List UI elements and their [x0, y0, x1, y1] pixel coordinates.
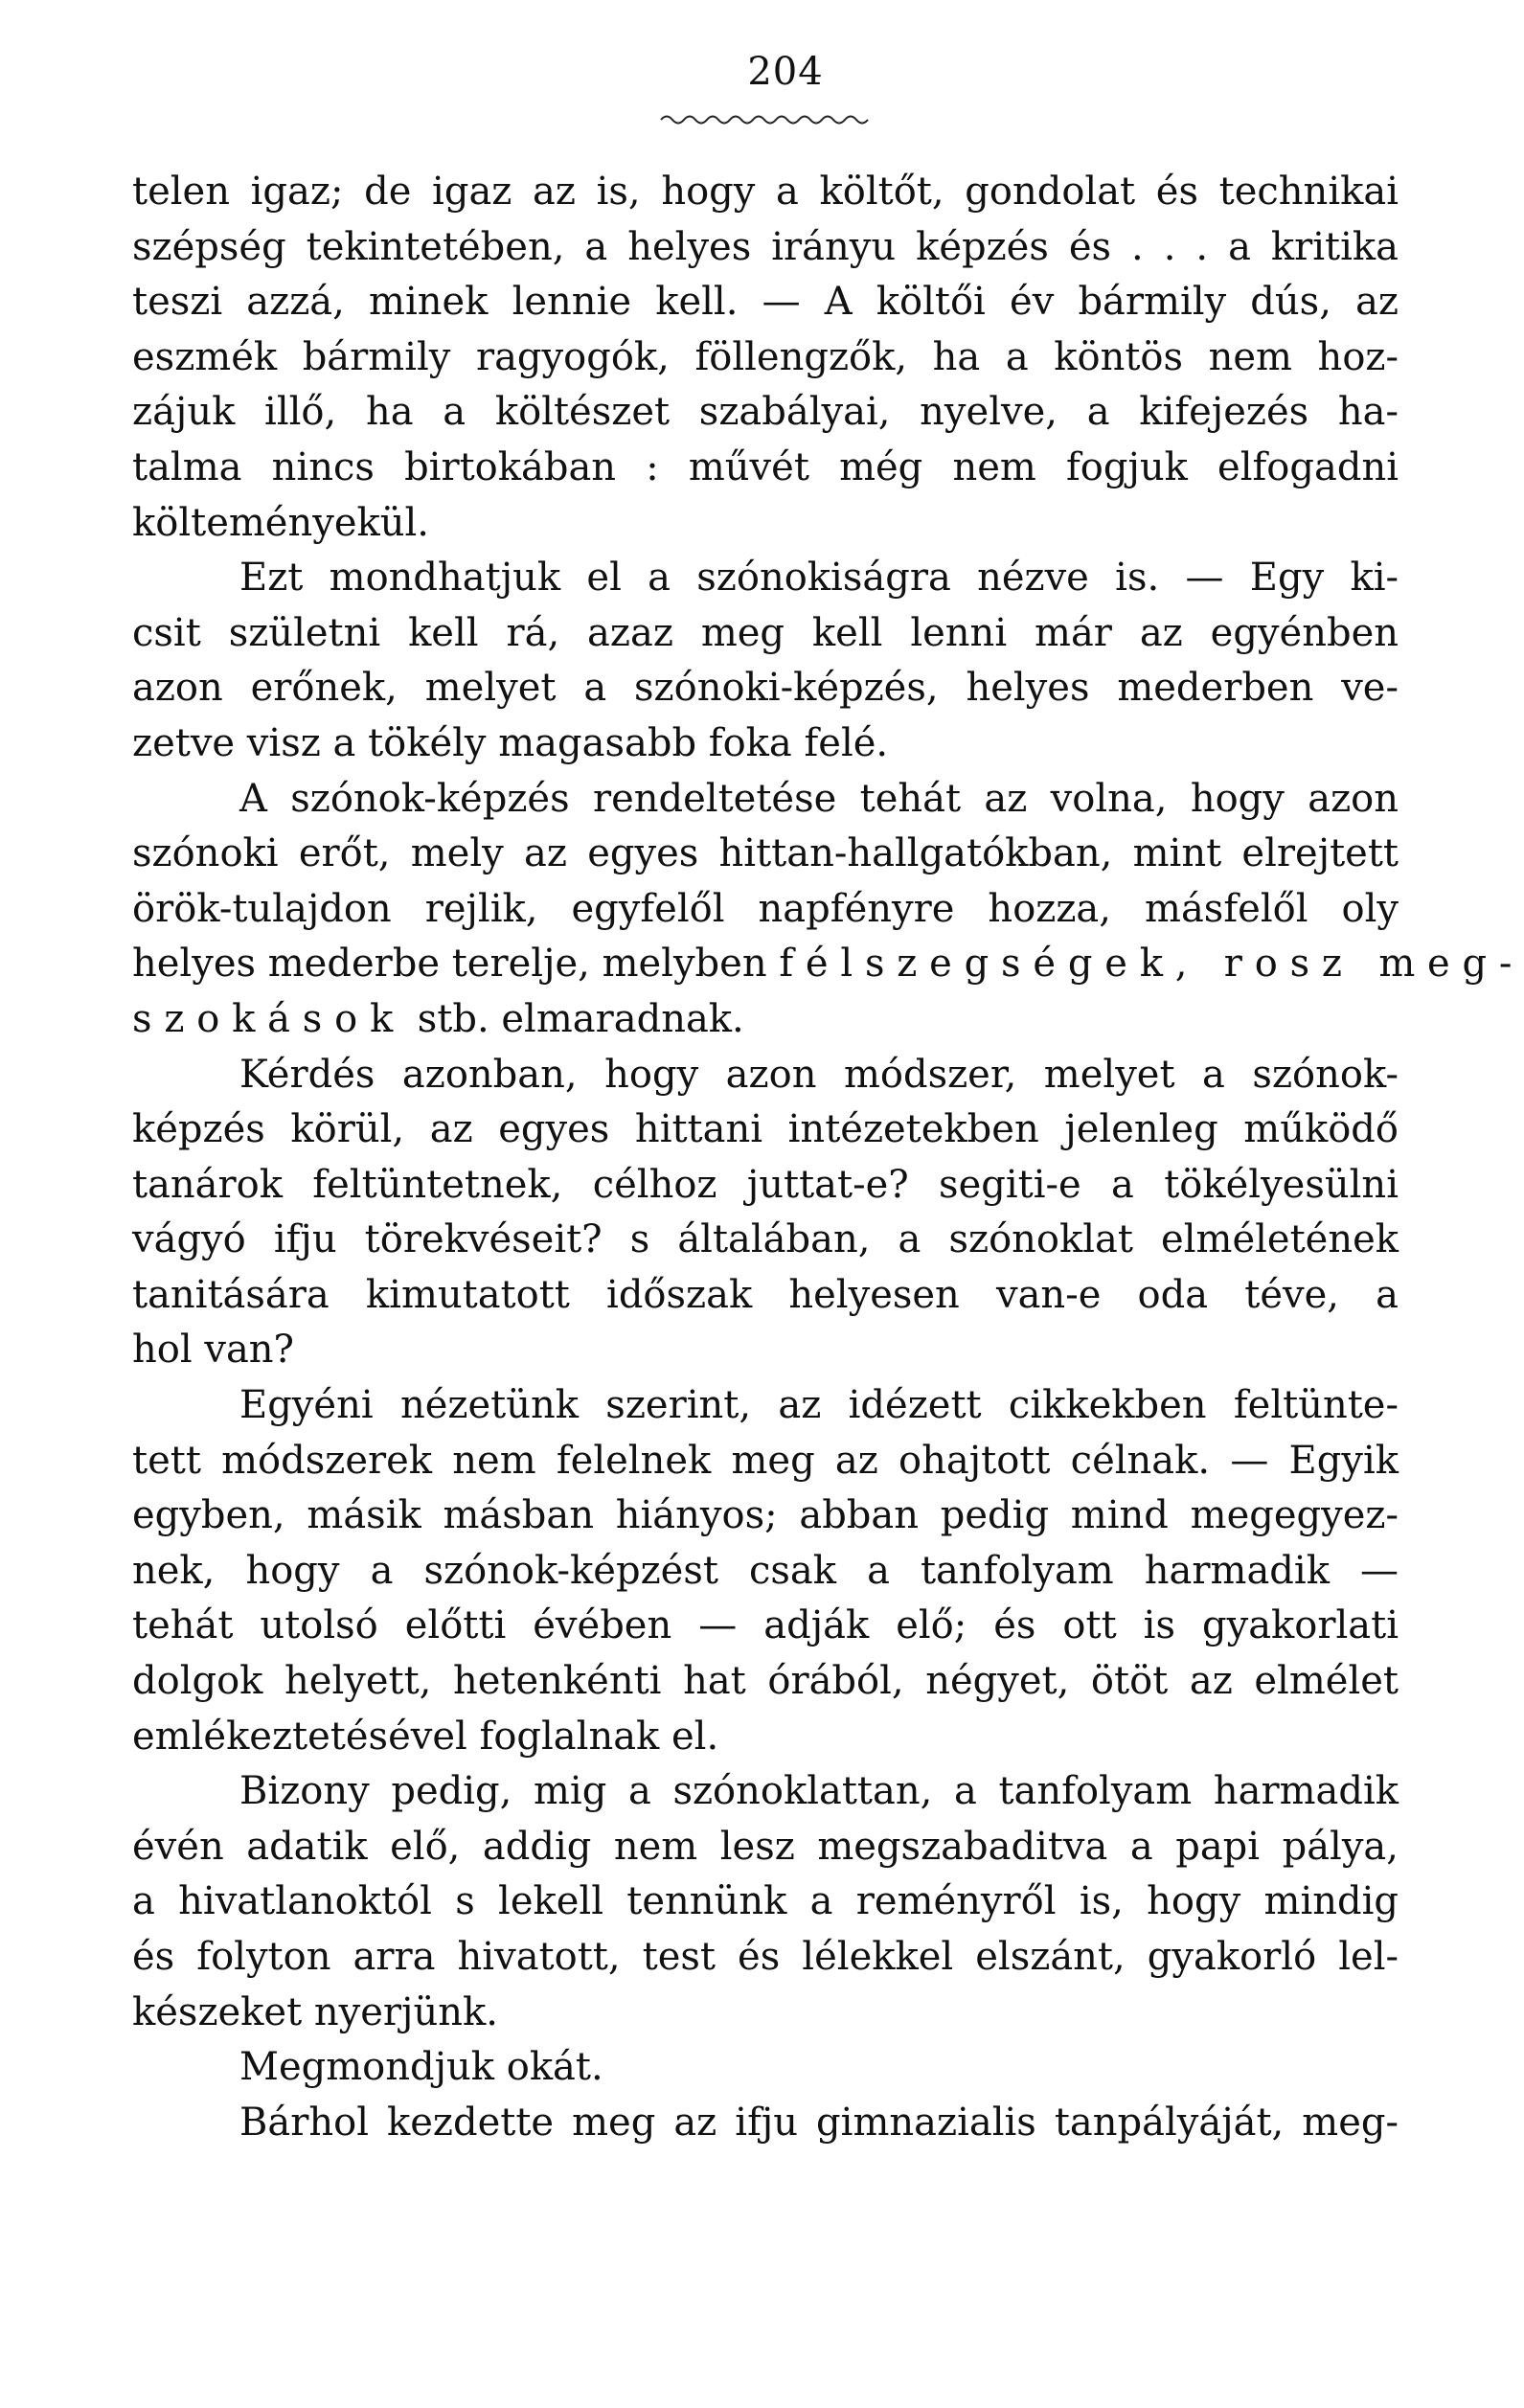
- text-line: hol van?: [132, 1328, 295, 1373]
- text-line: emlékeztetésével foglalnak el.: [132, 1714, 719, 1759]
- text-line: tanárok feltüntetnek, célhoz juttat-e? segiti-e a tökélyesülni: [132, 1162, 1399, 1207]
- text-line: tehát utolsó előtti évében — adják elő; és ott is gyakorlati: [132, 1603, 1399, 1648]
- text-line: tett módszerek nem felelnek meg az ohajtott célnak. — Egyik: [132, 1438, 1399, 1483]
- text-line: telen igaz; de igaz az is, hogy a költőt, gondolat és technikai: [132, 170, 1399, 214]
- text-line: egyben, másik másban hiányos; abban pedig mind megegyez-: [132, 1493, 1399, 1538]
- paragraph-start-line: Egyéni nézetünk szerint, az idézett cikkekben feltünte-: [239, 1383, 1399, 1428]
- paragraph-start-line: Kérdés azonban, hogy azon módszer, melyet a szónok-: [239, 1052, 1399, 1097]
- text-line: és folyton arra hivatott, test és lélekkel elszánt, gyakorló lel-: [132, 1935, 1399, 1979]
- text-line: tanitására kimutatott időszak helyesen van-e oda téve, a: [132, 1272, 1399, 1317]
- page-number-ornament: [661, 113, 872, 126]
- text-line: eszmék bármily ragyogók, föllengzők, ha a köntös nem hoz-: [132, 334, 1399, 379]
- paragraph-start-line: Ezt mondhatjuk el a szónokiságra nézve is. — Egy ki-: [239, 556, 1399, 601]
- text-line: zetve visz a tökély magasabb foka felé.: [132, 720, 889, 765]
- spaced-emphasis: félszegségek, rosz meg-: [779, 942, 1524, 987]
- page-number: 204: [747, 50, 824, 94]
- paragraph-start-line: A szónok-képzés rendeltetése tehát az volna, hogy azon: [239, 776, 1399, 821]
- text-line: [132, 937, 1524, 992]
- text-line: szépség tekintetében, a helyes irányu képzés és . . . a kritika: [132, 224, 1399, 269]
- text-line: [132, 992, 1399, 1048]
- text-segment: stb. elmaradnak.: [405, 996, 744, 1041]
- text-line: képzés körül, az egyes hittani intézetekben jelenleg működő: [132, 1107, 1399, 1152]
- paragraph-start-line: Bárhol kezdette meg az ifju gimnazialis tanpályáját, meg-: [239, 2100, 1399, 2145]
- text-line: talma nincs birtokában : művét még nem fogjuk elfogadni: [132, 444, 1399, 489]
- spaced-emphasis: szokások: [132, 996, 406, 1041]
- text-line: a hivatlanoktól s lekell tennünk a reményről is, hogy mindig: [132, 1879, 1399, 1924]
- text-line: zájuk illő, ha a költészet szabályai, nyelve, a kifejezés ha-: [132, 390, 1399, 435]
- text-line: nek, hogy a szónok-képzést csak a tanfolyam harmadik —: [132, 1548, 1399, 1593]
- text-line: költeményekül.: [132, 500, 429, 545]
- text-line: teszi azzá, minek lennie kell. — A költői év bármily dús, az: [132, 280, 1399, 325]
- text-line: évén adatik elő, addig nem lesz megszabaditva a papi pálya,: [132, 1824, 1399, 1869]
- text-segment: helyes mederbe terelje, melyben: [132, 942, 780, 987]
- body-text: [132, 165, 1524, 2150]
- text-line: készeket nyerjünk.: [132, 1989, 498, 2034]
- text-line: azon erőnek, melyet a szónoki-képzés, helyes mederben ve-: [132, 666, 1399, 711]
- paragraph-start-line: Megmondjuk okát.: [239, 2045, 603, 2090]
- text-line: dolgok helyett, hetenkénti hat órából, négyet, ötöt az elmélet: [132, 1659, 1399, 1704]
- paragraph-start-line: Bizony pedig, mig a szónoklattan, a tanfolyam harmadik: [239, 1769, 1399, 1814]
- text-line: vágyó ifju törekvéseit? s általában, a szónoklat elméletének: [132, 1217, 1399, 1262]
- text-line: örök-tulajdon rejlik, egyfelől napfényre hozza, másfelől oly: [132, 886, 1399, 931]
- text-line: csit születni kell rá, azaz meg kell lenni már az egyénben: [132, 610, 1399, 655]
- text-line: szónoki erőt, mely az egyes hittan-hallgatókban, mint elrejtett: [132, 831, 1399, 876]
